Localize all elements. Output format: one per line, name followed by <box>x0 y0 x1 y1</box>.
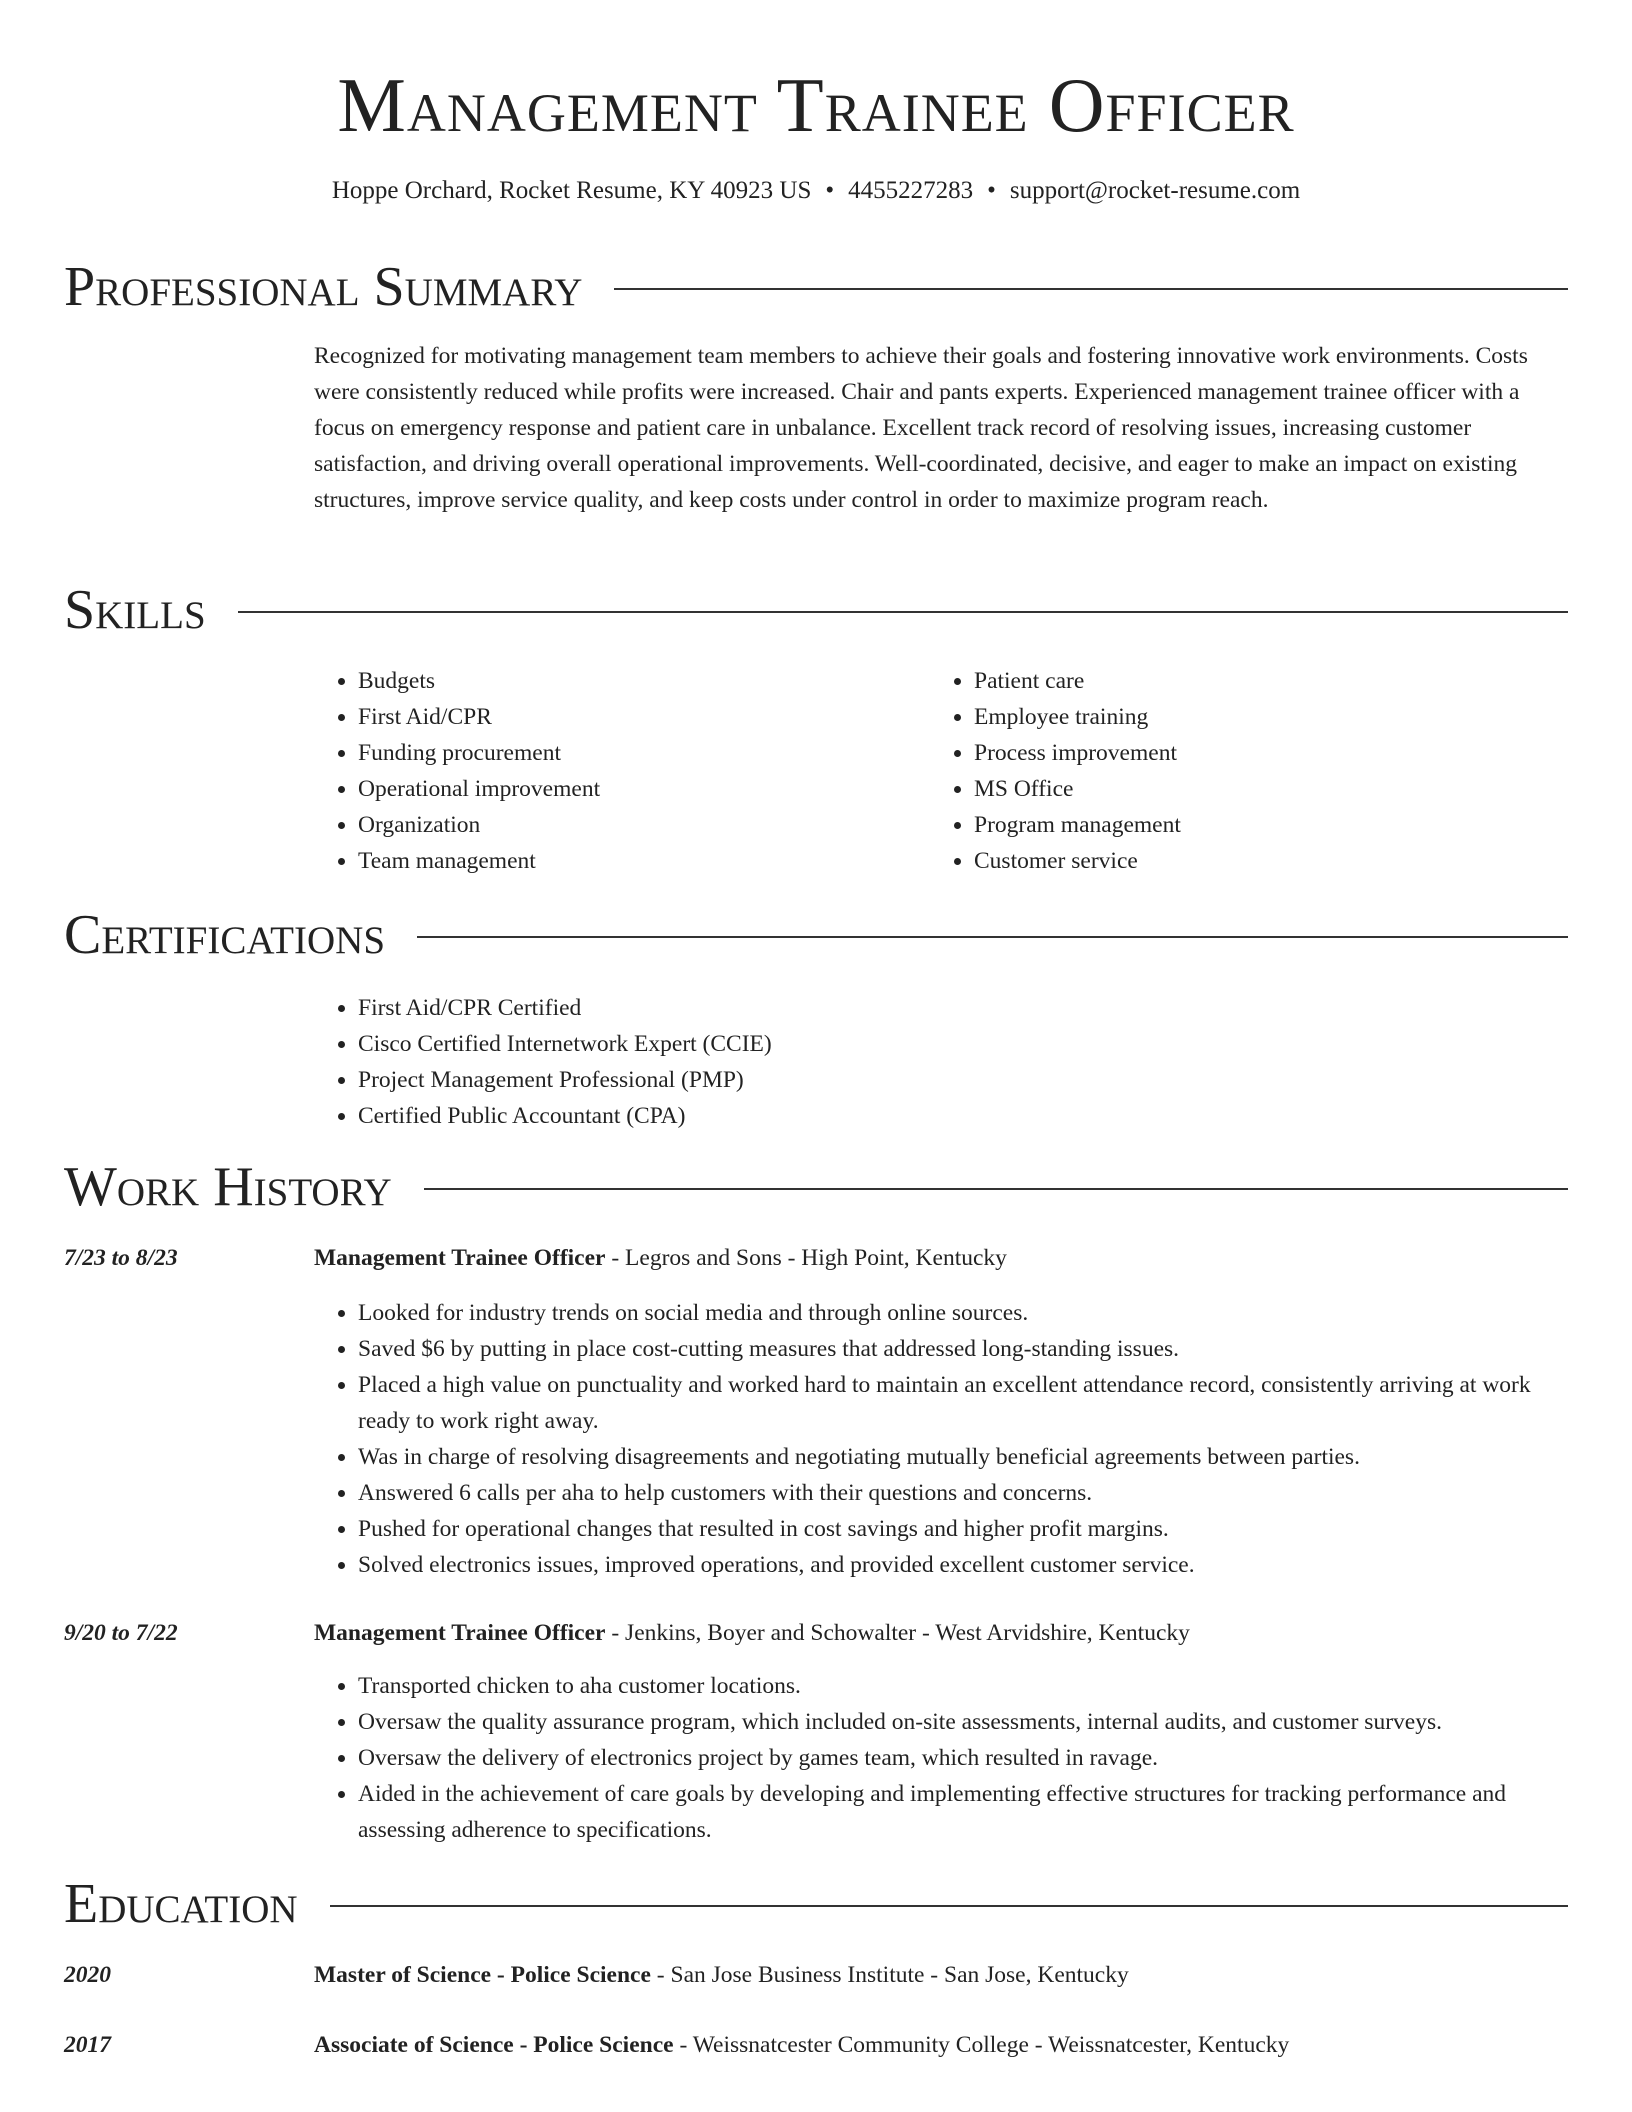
certification-item: • First Aid/CPR Certified <box>358 990 1550 1026</box>
certifications-heading: Certifications <box>64 904 386 966</box>
certification-item: • Certified Public Accountant (CPA) <box>358 1098 1550 1134</box>
job-bullet: • Placed a high value on punctuality and worked hard to maintain an excellent attendance record, consistently arriving at work ready to work right away. <box>358 1367 1554 1439</box>
skill-item: • Process improvement <box>974 735 1530 771</box>
certifications-list <box>314 990 1550 1134</box>
skills-column-right <box>930 663 1530 879</box>
job-bullet: • Transported chicken to aha customer locations. <box>358 1668 1554 1704</box>
job-bullet: • Aided in the achievement of care goals by developing and implementing effective structures for tracking performance and assessing adherence to specifications. <box>358 1776 1554 1848</box>
education-degree: Master of Science - Police Science <box>314 1962 651 1988</box>
skill-item: • Customer service <box>974 843 1530 879</box>
job-bullet: • Was in charge of resolving disagreements and negotiating mutually beneficial agreements between parties. <box>358 1439 1554 1475</box>
job-dates: 7/23 to 8/23 <box>64 1245 178 1271</box>
section-divider <box>417 936 1568 938</box>
skill-item: • Budgets <box>358 663 914 699</box>
education-details: - San Jose Business Institute - San Jose, Kentucky <box>650 1962 1129 1988</box>
education-year: 2020 <box>64 1962 111 1988</box>
job-dates: 9/20 to 7/22 <box>64 1620 178 1646</box>
contact-line <box>0 174 1632 208</box>
skills-column-left <box>314 663 914 879</box>
education-degree: Associate of Science - Police Science <box>314 2032 674 2058</box>
section-divider <box>424 1188 1568 1190</box>
work-heading: Work History <box>64 1156 392 1218</box>
education-year: 2017 <box>64 2032 111 2058</box>
job-role: Management Trainee Officer <box>314 1620 606 1646</box>
skill-item: • Employee training <box>974 699 1530 735</box>
job-bullets <box>314 1295 1554 1583</box>
skill-item: • Funding procurement <box>358 735 914 771</box>
certification-item: • Cisco Certified Internetwork Expert (CCIE) <box>358 1026 1550 1062</box>
job-bullet: • Oversaw the quality assurance program, which included on-site assessments, internal audits, and customer surveys. <box>358 1704 1554 1740</box>
skills-section-header <box>64 578 1568 642</box>
skill-item: • Program management <box>974 807 1530 843</box>
skill-item: • Organization <box>358 807 914 843</box>
education-line <box>314 1957 1554 1993</box>
job-bullet: • Saved $6 by putting in place cost-cutting measures that addressed long-standing issues. <box>358 1331 1554 1367</box>
summary-section-header <box>64 255 1568 319</box>
education-details: - Weissnatcester Community College - Weissnatcester, Kentucky <box>673 2032 1290 2058</box>
resume-name: Management Trainee Officer <box>337 62 1295 148</box>
contact-separator: • <box>825 177 835 204</box>
contact-email: support@rocket-resume.com <box>1009 177 1301 204</box>
certification-item: • Project Management Professional (PMP) <box>358 1062 1550 1098</box>
job-bullets <box>314 1668 1554 1848</box>
section-divider <box>238 611 1568 613</box>
skill-item: • First Aid/CPR <box>358 699 914 735</box>
job-bullet: • Pushed for operational changes that resulted in cost savings and higher profit margins. <box>358 1511 1554 1547</box>
section-divider <box>330 1905 1568 1907</box>
skill-item: • Team management <box>358 843 914 879</box>
education-section-header <box>64 1872 1568 1936</box>
job-title-line <box>314 1615 1554 1651</box>
summary-heading: Professional Summary <box>64 256 583 318</box>
job-bullet: • Oversaw the delivery of electronics project by games team, which resulted in ravage. <box>358 1740 1554 1776</box>
education-line <box>314 2027 1554 2063</box>
summary-text: Recognized for motivating management team members to achieve their goals and fostering innovative work environments. Costs were consistently reduced while profits were increased. Chair and pants experts. Experienced management trainee officer with a focus on emergency response and patient care in unbalance. Excellent track record of resolving issues, increasing customer satisfaction, and driving overall operational improvements. Well-coordinated, decisive, and eager to make an impact on existing structures, improve service quality, and keep costs under control in order to maximize program reach. <box>314 343 1528 513</box>
job-details: - Jenkins, Boyer and Schowalter - West Arvidshire, Kentucky <box>605 1620 1190 1646</box>
job-bullet: • Solved electronics issues, improved operations, and provided excellent customer service. <box>358 1547 1554 1583</box>
skill-item: • MS Office <box>974 771 1530 807</box>
job-details: - Legros and Sons - High Point, Kentucky <box>605 1245 1007 1271</box>
job-title-line <box>314 1240 1554 1276</box>
skills-heading: Skills <box>64 579 206 641</box>
skill-item: • Operational improvement <box>358 771 914 807</box>
contact-phone: 4455227283 <box>848 177 974 204</box>
skill-item: • Patient care <box>974 663 1530 699</box>
job-bullet: • Answered 6 calls per aha to help customers with their questions and concerns. <box>358 1475 1554 1511</box>
section-divider <box>614 288 1568 290</box>
contact-separator: • <box>987 177 996 204</box>
contact-address: Hoppe Orchard, Rocket Resume, KY 40923 US <box>331 177 812 204</box>
work-section-header <box>64 1155 1568 1219</box>
job-role: Management Trainee Officer <box>314 1245 606 1271</box>
education-heading: Education <box>64 1873 298 1935</box>
certifications-section-header <box>64 903 1568 967</box>
job-bullet: • Looked for industry trends on social media and through online sources. <box>358 1295 1554 1331</box>
